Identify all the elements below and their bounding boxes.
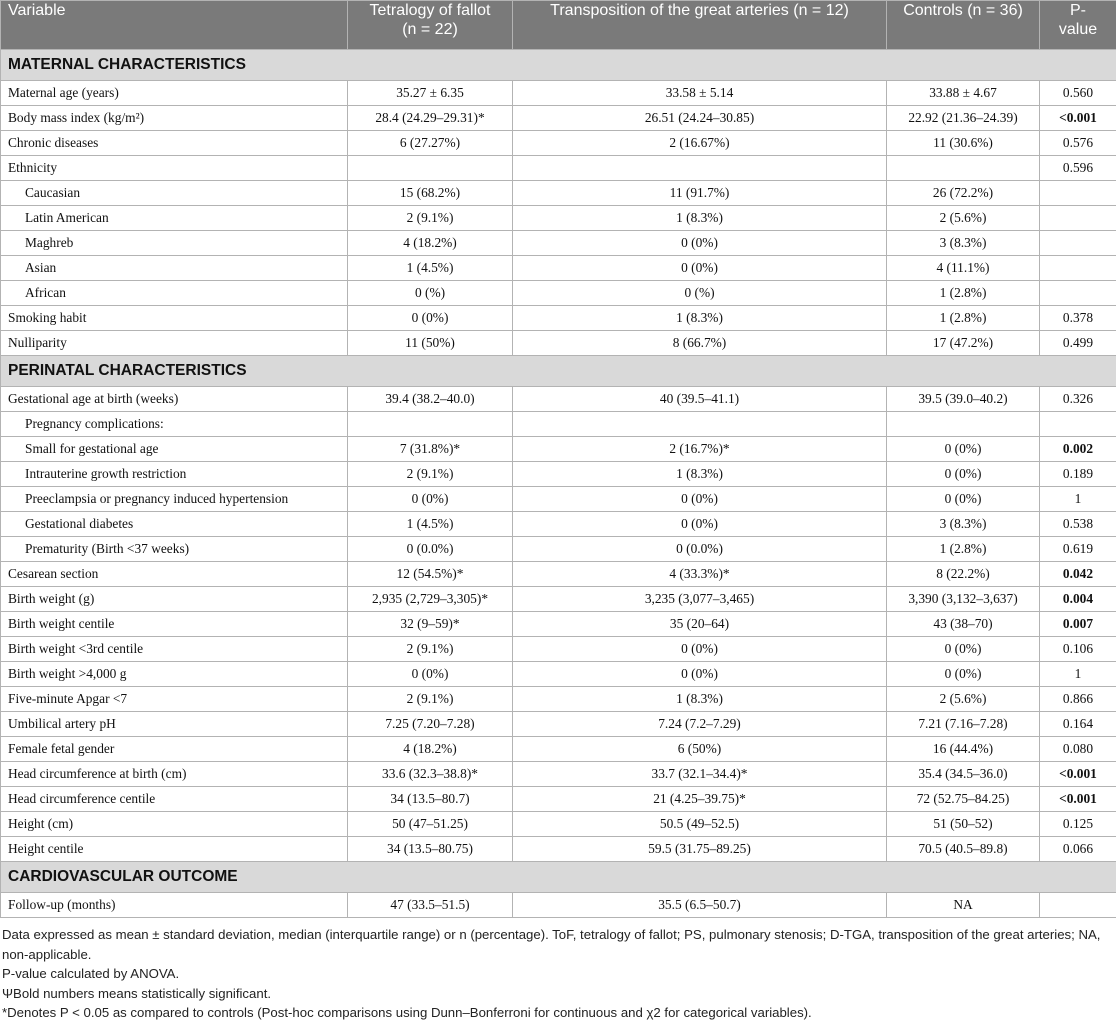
table-row xyxy=(1,131,1116,156)
cell-pvalue: 0.002 xyxy=(1040,437,1116,462)
table-row xyxy=(1,331,1116,356)
table-row xyxy=(1,256,1116,281)
table-row xyxy=(1,487,1116,512)
header-controls: Controls (n = 36) xyxy=(887,1,1040,50)
cell-pvalue xyxy=(1040,412,1116,437)
cell-tga: 1 (8.3%) xyxy=(513,206,887,231)
cell-pvalue: 0.125 xyxy=(1040,812,1116,837)
cell-tga: 1 (8.3%) xyxy=(513,687,887,712)
cell-pvalue: 0.004 xyxy=(1040,587,1116,612)
row-label: Cesarean section xyxy=(1,562,348,587)
cell-pvalue: 0.499 xyxy=(1040,331,1116,356)
cell-pvalue: 0.619 xyxy=(1040,537,1116,562)
cell-tga: 33.7 (32.1–34.4)* xyxy=(513,762,887,787)
cell-tof: 35.27 ± 6.35 xyxy=(348,81,513,106)
cell-pvalue: 0.560 xyxy=(1040,81,1116,106)
cell-controls: 1 (2.8%) xyxy=(887,281,1040,306)
cell-tga: 0 (0%) xyxy=(513,662,887,687)
cell-tga: 0 (0%) xyxy=(513,256,887,281)
table-row xyxy=(1,893,1116,918)
table-row xyxy=(1,437,1116,462)
table-row xyxy=(1,737,1116,762)
section-row xyxy=(1,862,1116,893)
cell-pvalue: 0.066 xyxy=(1040,837,1116,862)
cell-pvalue xyxy=(1040,181,1116,206)
row-label: Birth weight centile xyxy=(1,612,348,637)
cell-pvalue: 0.576 xyxy=(1040,131,1116,156)
cell-tga: 4 (33.3%)* xyxy=(513,562,887,587)
table-row xyxy=(1,156,1116,181)
cell-tga xyxy=(513,412,887,437)
cell-pvalue: 0.007 xyxy=(1040,612,1116,637)
table-row xyxy=(1,662,1116,687)
row-label: Body mass index (kg/m²) xyxy=(1,106,348,131)
cell-tga xyxy=(513,156,887,181)
cell-tof: 0 (0%) xyxy=(348,662,513,687)
table-row xyxy=(1,587,1116,612)
cell-controls: 16 (44.4%) xyxy=(887,737,1040,762)
table-row xyxy=(1,181,1116,206)
row-label: Birth weight <3rd centile xyxy=(1,637,348,662)
cell-controls: 2 (5.6%) xyxy=(887,206,1040,231)
cell-controls: 39.5 (39.0–40.2) xyxy=(887,387,1040,412)
cell-tof: 34 (13.5–80.75) xyxy=(348,837,513,862)
header-tga: Transposition of the great arteries (n = 12) xyxy=(513,1,887,50)
table-row xyxy=(1,231,1116,256)
cell-tof: 0 (0%) xyxy=(348,306,513,331)
footnote-bold: ΨBold numbers means statistically significant. xyxy=(2,985,272,1001)
row-label: Prematurity (Birth <37 weeks) xyxy=(1,537,348,562)
table-row xyxy=(1,306,1116,331)
cell-pvalue: 0.326 xyxy=(1040,387,1116,412)
cell-pvalue: 0.378 xyxy=(1040,306,1116,331)
cell-tof: 6 (27.27%) xyxy=(348,131,513,156)
cell-controls: 70.5 (40.5–89.8) xyxy=(887,837,1040,862)
cell-controls: 3,390 (3,132–3,637) xyxy=(887,587,1040,612)
header-tof xyxy=(348,1,513,50)
header-tof-n: (n = 22) xyxy=(402,21,458,38)
cell-tga: 7.24 (7.2–7.29) xyxy=(513,712,887,737)
cell-controls: 43 (38–70) xyxy=(887,612,1040,637)
row-label: Head circumference at birth (cm) xyxy=(1,762,348,787)
table-row xyxy=(1,712,1116,737)
cell-pvalue: 0.164 xyxy=(1040,712,1116,737)
header-row xyxy=(1,1,1116,50)
footnote-anova: P-value calculated by ANOVA. xyxy=(2,966,180,981)
cell-pvalue: <0.001 xyxy=(1040,787,1116,812)
cell-tof: 1 (4.5%) xyxy=(348,256,513,281)
cell-tga: 6 (50%) xyxy=(513,737,887,762)
cell-controls: 51 (50–52) xyxy=(887,812,1040,837)
cell-pvalue: 0.866 xyxy=(1040,687,1116,712)
cell-controls: 0 (0%) xyxy=(887,637,1040,662)
table-row xyxy=(1,206,1116,231)
table-row xyxy=(1,462,1116,487)
row-label: Caucasian xyxy=(1,181,348,206)
cell-pvalue: 0.080 xyxy=(1040,737,1116,762)
cell-pvalue: <0.001 xyxy=(1040,762,1116,787)
cell-controls: 1 (2.8%) xyxy=(887,306,1040,331)
cell-tof: 50 (47–51.25) xyxy=(348,812,513,837)
cell-tga: 59.5 (31.75–89.25) xyxy=(513,837,887,862)
row-label: Gestational diabetes xyxy=(1,512,348,537)
cell-pvalue: 0.538 xyxy=(1040,512,1116,537)
cell-tga: 0 (%) xyxy=(513,281,887,306)
cell-tof: 15 (68.2%) xyxy=(348,181,513,206)
cell-tof xyxy=(348,412,513,437)
table-footnotes xyxy=(0,918,1116,1023)
row-label: Head circumference centile xyxy=(1,787,348,812)
row-label: Birth weight (g) xyxy=(1,587,348,612)
cell-tga: 26.51 (24.24–30.85) xyxy=(513,106,887,131)
section-row xyxy=(1,356,1116,387)
section-title: CARDIOVASCULAR OUTCOME xyxy=(1,862,1116,893)
row-label: Ethnicity xyxy=(1,156,348,181)
cell-controls: 8 (22.2%) xyxy=(887,562,1040,587)
table-row xyxy=(1,612,1116,637)
row-label: Intrauterine growth restriction xyxy=(1,462,348,487)
cell-controls xyxy=(887,156,1040,181)
cell-controls: 33.88 ± 4.67 xyxy=(887,81,1040,106)
table-row xyxy=(1,81,1116,106)
cell-tof: 0 (0.0%) xyxy=(348,537,513,562)
row-label: Umbilical artery pH xyxy=(1,712,348,737)
table-row xyxy=(1,687,1116,712)
cell-controls: 3 (8.3%) xyxy=(887,231,1040,256)
cell-tga: 0 (0%) xyxy=(513,637,887,662)
cell-tof: 0 (0%) xyxy=(348,487,513,512)
cell-controls: 26 (72.2%) xyxy=(887,181,1040,206)
cell-pvalue: <0.001 xyxy=(1040,106,1116,131)
row-label: Height centile xyxy=(1,837,348,862)
row-label: Gestational age at birth (weeks) xyxy=(1,387,348,412)
cell-tga: 50.5 (49–52.5) xyxy=(513,812,887,837)
table-row xyxy=(1,412,1116,437)
cell-controls: 0 (0%) xyxy=(887,662,1040,687)
cell-tof: 32 (9–59)* xyxy=(348,612,513,637)
cell-controls: 7.21 (7.16–7.28) xyxy=(887,712,1040,737)
cell-tof: 0 (%) xyxy=(348,281,513,306)
cell-controls: 0 (0%) xyxy=(887,487,1040,512)
row-label: Female fetal gender xyxy=(1,737,348,762)
cell-tga: 0 (0%) xyxy=(513,231,887,256)
table-row xyxy=(1,281,1116,306)
cell-pvalue: 0.189 xyxy=(1040,462,1116,487)
row-label: Birth weight >4,000 g xyxy=(1,662,348,687)
table-row xyxy=(1,787,1116,812)
cell-tga: 0 (0%) xyxy=(513,512,887,537)
row-label: Asian xyxy=(1,256,348,281)
cell-pvalue: 1 xyxy=(1040,487,1116,512)
cell-controls: 35.4 (34.5–36.0) xyxy=(887,762,1040,787)
cell-pvalue xyxy=(1040,256,1116,281)
cell-tga: 3,235 (3,077–3,465) xyxy=(513,587,887,612)
cell-tof: 12 (54.5%)* xyxy=(348,562,513,587)
table-row xyxy=(1,106,1116,131)
cell-pvalue: 0.106 xyxy=(1040,637,1116,662)
row-label: Latin American xyxy=(1,206,348,231)
row-label: Chronic diseases xyxy=(1,131,348,156)
table-row xyxy=(1,812,1116,837)
cell-tof: 2 (9.1%) xyxy=(348,637,513,662)
row-label: Smoking habit xyxy=(1,306,348,331)
cell-tga: 35.5 (6.5–50.7) xyxy=(513,893,887,918)
cell-tof: 7 (31.8%)* xyxy=(348,437,513,462)
header-pvalue-line1: P- xyxy=(1070,2,1086,19)
cell-controls: 1 (2.8%) xyxy=(887,537,1040,562)
cell-tof: 33.6 (32.3–38.8)* xyxy=(348,762,513,787)
row-label: African xyxy=(1,281,348,306)
cell-controls: 72 (52.75–84.25) xyxy=(887,787,1040,812)
table-row xyxy=(1,512,1116,537)
header-pvalue-line2: value xyxy=(1058,21,1098,38)
cell-tof: 11 (50%) xyxy=(348,331,513,356)
footnote-posthoc: *Denotes P < 0.05 as compared to controls (Post-hoc comparisons using Dunn–Bonferroni for continuous and χ2 for categorical variables). xyxy=(2,1005,812,1020)
cell-controls: 11 (30.6%) xyxy=(887,131,1040,156)
row-label: Maternal age (years) xyxy=(1,81,348,106)
row-label: Pregnancy complications: xyxy=(1,412,348,437)
cell-tof: 28.4 (24.29–29.31)* xyxy=(348,106,513,131)
header-tof-label: Tetralogy of fallot xyxy=(369,2,491,19)
cell-tof: 1 (4.5%) xyxy=(348,512,513,537)
cell-tof: 4 (18.2%) xyxy=(348,737,513,762)
cell-tga: 21 (4.25–39.75)* xyxy=(513,787,887,812)
cell-tga: 1 (8.3%) xyxy=(513,306,887,331)
table-body xyxy=(1,50,1116,918)
cell-controls: 3 (8.3%) xyxy=(887,512,1040,537)
table-row xyxy=(1,537,1116,562)
row-label: Small for gestational age xyxy=(1,437,348,462)
cell-tga: 0 (0%) xyxy=(513,487,887,512)
cell-controls xyxy=(887,412,1040,437)
cell-tga: 35 (20–64) xyxy=(513,612,887,637)
cell-tga: 33.58 ± 5.14 xyxy=(513,81,887,106)
cell-controls: 0 (0%) xyxy=(887,437,1040,462)
cell-tof xyxy=(348,156,513,181)
section-row xyxy=(1,50,1116,81)
cell-pvalue xyxy=(1040,893,1116,918)
cell-tga: 40 (39.5–41.1) xyxy=(513,387,887,412)
table-row xyxy=(1,762,1116,787)
cell-tof: 47 (33.5–51.5) xyxy=(348,893,513,918)
cell-controls: 17 (47.2%) xyxy=(887,331,1040,356)
cell-tga: 2 (16.67%) xyxy=(513,131,887,156)
cell-pvalue xyxy=(1040,206,1116,231)
row-label: Five-minute Apgar <7 xyxy=(1,687,348,712)
table-row xyxy=(1,637,1116,662)
cell-tof: 2,935 (2,729–3,305)* xyxy=(348,587,513,612)
cell-controls: NA xyxy=(887,893,1040,918)
cell-pvalue xyxy=(1040,231,1116,256)
cell-tof: 2 (9.1%) xyxy=(348,206,513,231)
section-title: MATERNAL CHARACTERISTICS xyxy=(1,50,1116,81)
cell-tga: 11 (91.7%) xyxy=(513,181,887,206)
header-variable: Variable xyxy=(1,1,348,50)
header-pvalue xyxy=(1040,1,1116,50)
cell-pvalue xyxy=(1040,281,1116,306)
cell-tga: 8 (66.7%) xyxy=(513,331,887,356)
cell-tga: 1 (8.3%) xyxy=(513,462,887,487)
cell-pvalue: 0.042 xyxy=(1040,562,1116,587)
cell-pvalue: 1 xyxy=(1040,662,1116,687)
row-label: Preeclampsia or pregnancy induced hypertension xyxy=(1,487,348,512)
table-row xyxy=(1,387,1116,412)
cell-tof: 7.25 (7.20–7.28) xyxy=(348,712,513,737)
row-label: Maghreb xyxy=(1,231,348,256)
cell-controls: 2 (5.6%) xyxy=(887,687,1040,712)
table-row xyxy=(1,837,1116,862)
cell-controls: 22.92 (21.36–24.39) xyxy=(887,106,1040,131)
cell-tof: 2 (9.1%) xyxy=(348,462,513,487)
row-label: Follow-up (months) xyxy=(1,893,348,918)
cell-tof: 4 (18.2%) xyxy=(348,231,513,256)
cell-tof: 34 (13.5–80.7) xyxy=(348,787,513,812)
row-label: Nulliparity xyxy=(1,331,348,356)
section-title: PERINATAL CHARACTERISTICS xyxy=(1,356,1116,387)
cell-tof: 2 (9.1%) xyxy=(348,687,513,712)
cell-pvalue: 0.596 xyxy=(1040,156,1116,181)
cell-controls: 4 (11.1%) xyxy=(887,256,1040,281)
cell-controls: 0 (0%) xyxy=(887,462,1040,487)
table-row xyxy=(1,562,1116,587)
footnote-abbreviations: Data expressed as mean ± standard deviation, median (interquartile range) or n (percentage). ToF, tetralogy of fallot; PS, pulmonary stenosis; D-TGA, transposition of the great arteries; NA, non-applicable. xyxy=(2,927,1101,962)
cell-tof: 39.4 (38.2–40.0) xyxy=(348,387,513,412)
cell-tga: 0 (0.0%) xyxy=(513,537,887,562)
cell-tga: 2 (16.7%)* xyxy=(513,437,887,462)
row-label: Height (cm) xyxy=(1,812,348,837)
